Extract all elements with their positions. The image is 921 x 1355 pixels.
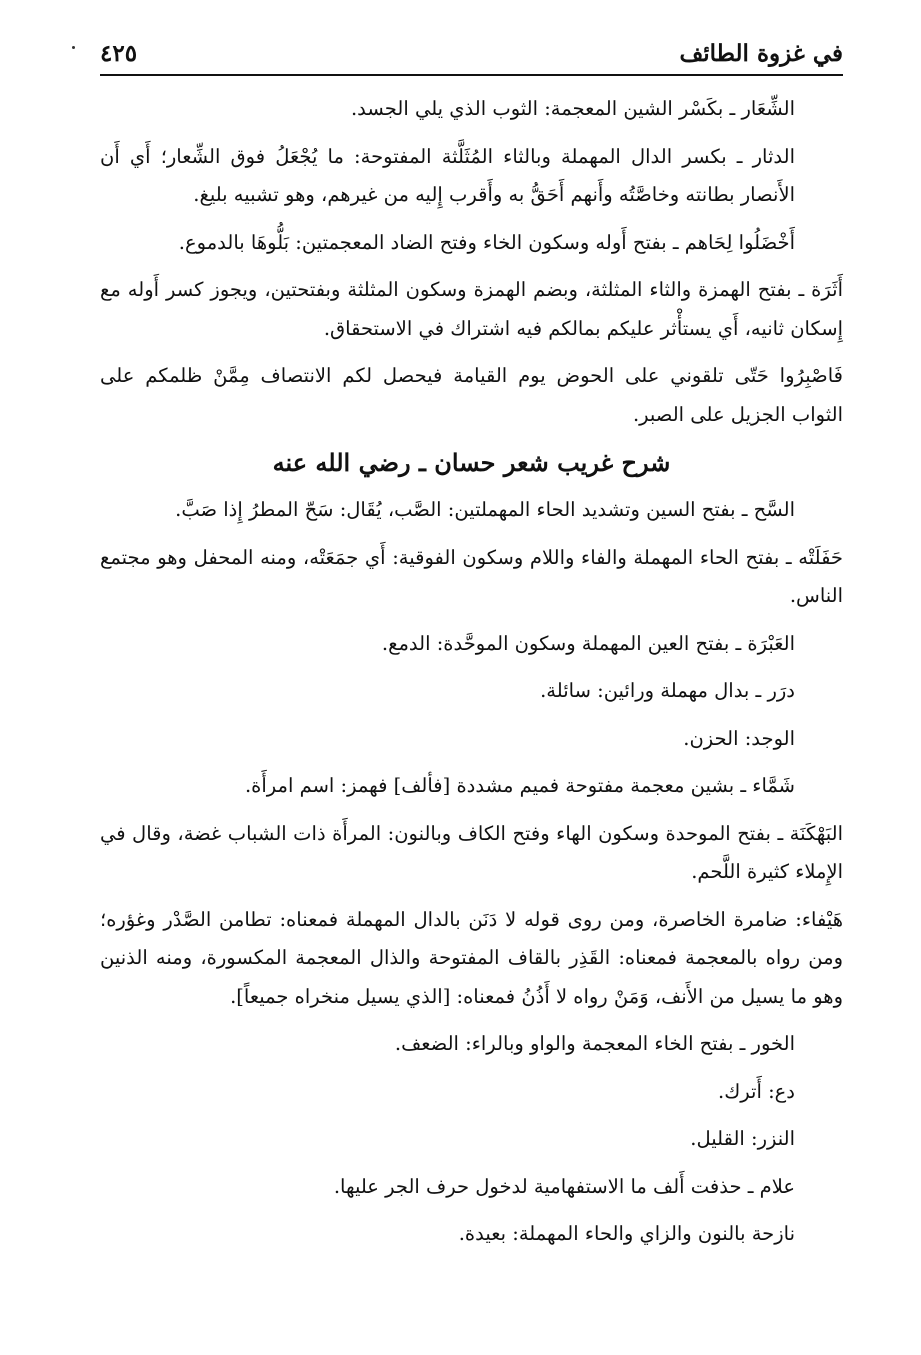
- glossary-entry-naziha: نازحة بالنون والزاي والحاء المهملة: بعيدة.: [458, 1222, 795, 1245]
- margin-speck: [72, 46, 75, 49]
- section-title: شرح غريب شعر حسان ـ رضي الله عنه: [272, 448, 671, 477]
- glossary-entry-dithaar: الدثار ـ بكسر الدال المهملة وبالثاء المُثَلَّثة المفتوحة: ما يُجْعَلُ فوق الشِّعار؛ أَي أَن الأَنصار بطانته وخاصَّتُه وأَنهم أَحَقُّ به وأَقرب إِليه من غيرهم، وهو تشبيه بليغ.: [100, 144, 795, 206]
- page-body: [100, 90, 843, 1263]
- glossary-entry-hafalathu: حَفَلَتْه ـ بفتح الحاء المهملة والفاء واللام وسكون الفوقية: أَي جمَعَتْه، ومنه المحفل وهو مجتمع الناس.: [100, 545, 843, 607]
- glossary-entry-bahkana: البَهْكَنَة ـ بفتح الموحدة وسكون الهاء وفتح الكاف وبالنون: المرأَة ذات الشباب غضة، وقال في الإِملاء كثيرة اللَّحم.: [100, 821, 843, 883]
- running-header: [100, 36, 843, 74]
- running-header-title: في غزوة الطائف: [679, 40, 843, 67]
- glossary-entry-akhdalu: أَخْضَلُوا لِحَاهم ـ بفتح أَوله وسكون الخاء وفتح الضاد المعجمتين: بَلُّوهَا بالدموع.: [178, 230, 795, 254]
- glossary-entry-sah: السَّح ـ بفتح السين وتشديد الحاء المهملتين: الصَّب، يُقَال: سَحّ المطرُ إِذا صَبَّ.: [175, 498, 795, 521]
- glossary-entry-fasbiru: فَاصْبِرُوا حَتّى تلقوني على الحوض يوم القيامة فيحصل لكم الانتصاف مِمَّنْ ظلمكم على الثواب الجزيل على الصبر.: [100, 364, 843, 426]
- glossary-entry-abra: العَبْرَة ـ بفتح العين المهملة وسكون الموحَّدة: الدمع.: [381, 631, 795, 655]
- glossary-entry-wajd: الوجد: الحزن.: [683, 726, 795, 750]
- glossary-entry-da: دع: أَترك.: [718, 1079, 795, 1103]
- glossary-entry-hayfaa: هَيْفاء: ضامرة الخاصرة، ومن روى قوله لا دَنَن بالدال المهملة فمعناه: تطامن الصَّدْر وغؤره؛ ومن رواه بالمعجمة فمعناه: القَذِر بالقاف المفتوحة والذال المعجمة المكسورة، ومنه الذنين وهو ما يسيل من الأَنف، وَمَنْ رواه لا أَذُنُ فمعناه: [الذي يسيل منخراه جميعاً].: [100, 907, 843, 1008]
- glossary-entry-shiaar: الشِّعَار ـ بكَسْر الشين المعجمة: الثوب الذي يلي الجسد.: [350, 97, 795, 120]
- glossary-entry-nazr: النزر: القليل.: [690, 1127, 795, 1150]
- page-number: ٤٢٥: [100, 40, 138, 67]
- glossary-entry-khawr: الخور ـ بفتح الخاء المعجمة والواو وبالراء: الضعف.: [394, 1032, 795, 1055]
- glossary-entry-athara: أَثَرَة ـ بفتح الهمزة والثاء المثلثة، وبضم الهمزة وسكون المثلثة وبفتحتين، ويجوز كسر أَوله مع إِسكان ثانيه، أَي يستأْثر عليكم بمالكم فيه اشتراك في الاستحقاق.: [100, 278, 843, 340]
- header-rule: [100, 74, 843, 76]
- glossary-entry-alam: علام ـ حذفت أَلف ما الاستفهامية لدخول حرف الجر عليها.: [333, 1174, 795, 1198]
- glossary-entry-shammaa: شَمَّاء ـ بشين معجمة مفتوحة فميم مشددة [فألف] فهمز: اسم امرأَة.: [244, 774, 795, 797]
- glossary-entry-durar: درَر ـ بدال مهملة ورائين: سائلة.: [540, 679, 795, 702]
